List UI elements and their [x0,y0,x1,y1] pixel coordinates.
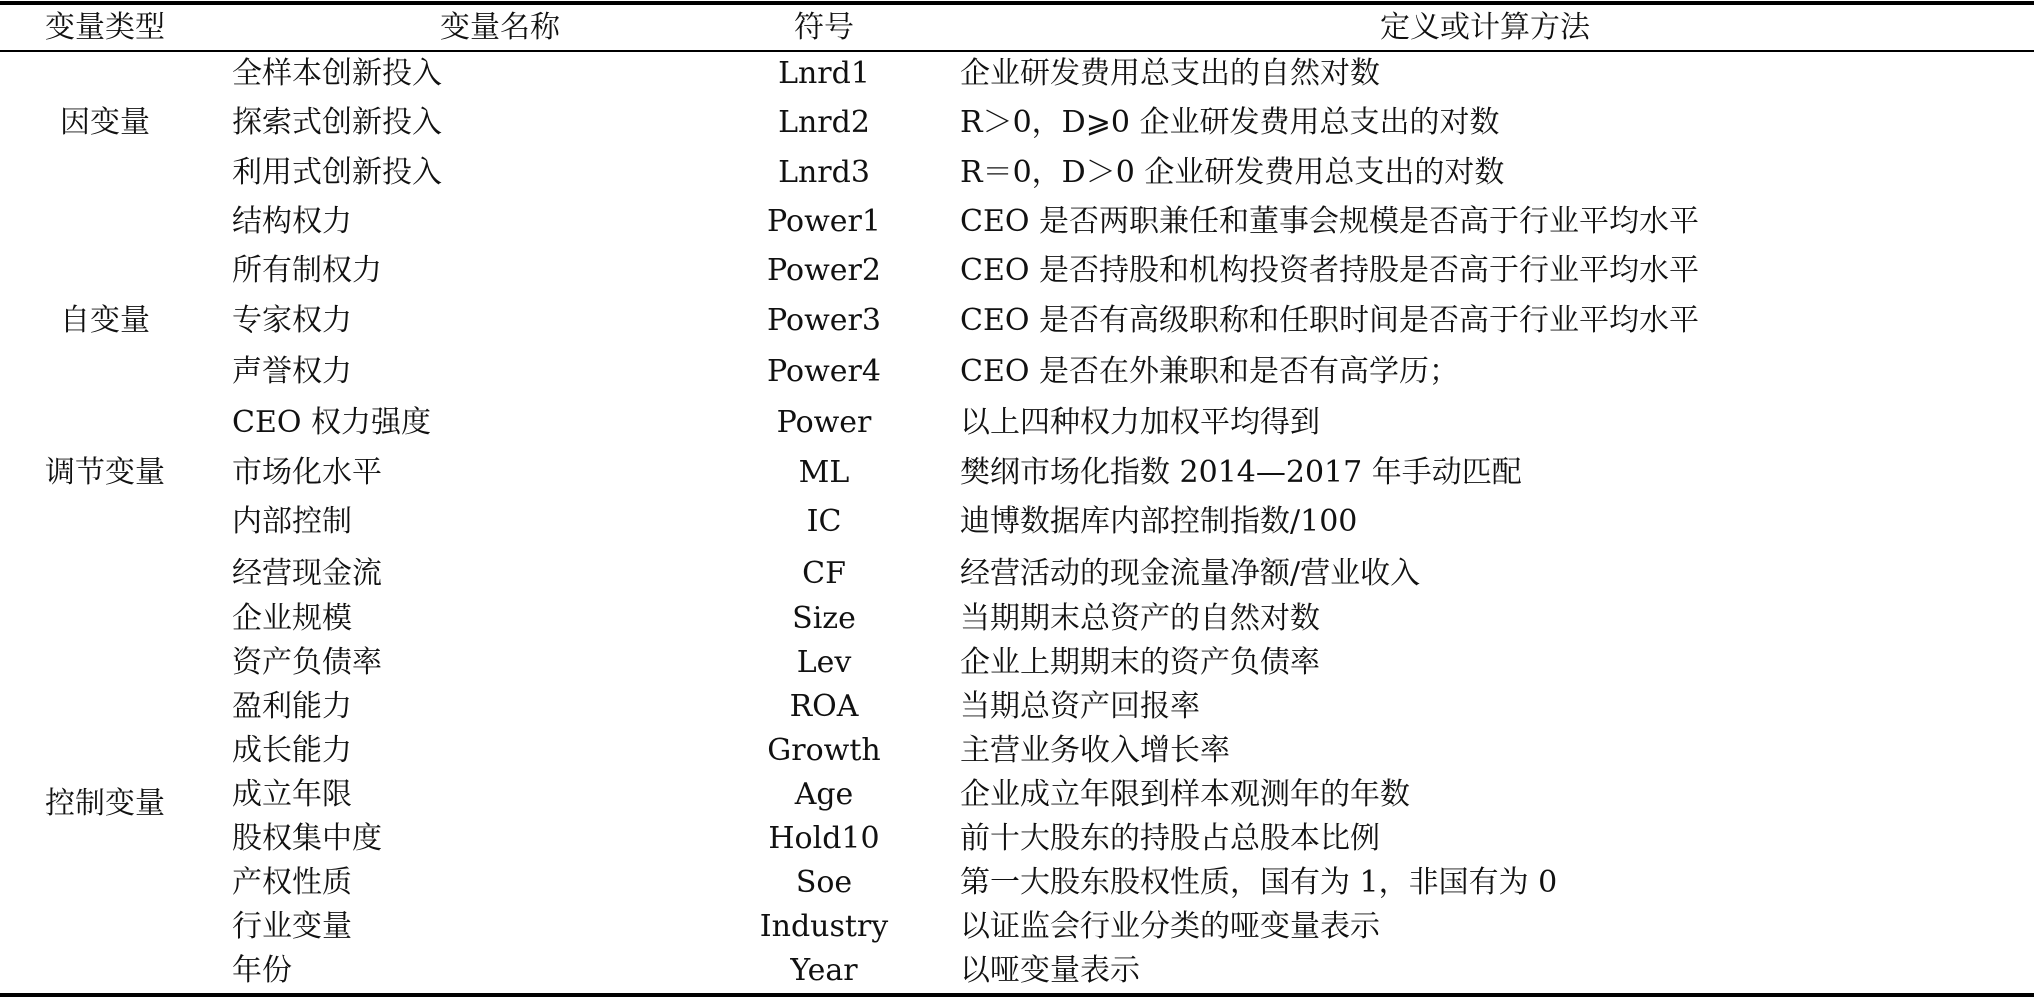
table-body [0,52,2034,992]
variable-name: 股权集中度 [232,821,382,856]
variable-name: 经营现金流 [232,556,382,591]
group-label-control: 控制变量 [45,786,165,821]
variable-definition: 主营业务收入增长率 [960,733,1230,768]
table-row [0,641,2034,685]
variable-name: 探索式创新投入 [232,105,442,140]
header-definition: 定义或计算方法 [1380,10,1590,45]
variable-name: 利用式创新投入 [232,155,442,190]
group-label-independent: 自变量 [60,303,150,338]
table-row [0,299,2034,343]
variable-symbol: Lev [796,645,852,680]
variable-name: 声誉权力 [232,354,352,389]
table-row [0,52,2034,96]
variable-symbol: Soe [795,865,853,900]
variable-definition: R＝0，D＞0 企业研发费用总支出的对数 [960,155,1505,190]
variable-definition: 当期期末总资产的自然对数 [960,601,1320,636]
variable-symbol: Power4 [767,354,881,389]
variable-symbol: Growth [767,733,881,768]
variable-name: 结构权力 [232,204,352,239]
variable-definition: R＞0，D⩾0 企业研发费用总支出的对数 [960,105,1500,140]
variable-definition: 以上四种权力加权平均得到 [960,405,1320,440]
table-row [0,597,2034,641]
table-bottom-rule [0,993,2034,997]
variable-definition: 前十大股东的持股占总股本比例 [960,821,1380,856]
variable-symbol: ML [798,455,850,490]
table-row [0,200,2034,244]
table-row [0,905,2034,949]
variable-symbol: CF [802,556,846,591]
table-row [0,861,2034,905]
variable-name: 市场化水平 [232,455,382,490]
variable-symbol: Age [794,777,854,812]
table-row [0,249,2034,293]
group-label-dependent: 因变量 [60,105,150,140]
variable-name: 产权性质 [232,865,352,900]
variable-symbol: Power2 [767,253,881,288]
variable-symbol: Lnrd1 [778,56,870,91]
header-symbol: 符号 [794,10,854,45]
variable-definition: CEO 是否有高级职称和任职时间是否高于行业平均水平 [960,303,1699,338]
table-row [0,451,2034,495]
variable-name: 全样本创新投入 [232,56,442,91]
variable-definition: 经营活动的现金流量净额/营业收入 [960,556,1421,591]
variable-definition: CEO 是否持股和机构投资者持股是否高于行业平均水平 [960,253,1699,288]
variable-definition: CEO 是否两职兼任和董事会规模是否高于行业平均水平 [960,204,1699,239]
table-row [0,151,2034,195]
variable-name: 成长能力 [232,733,352,768]
variable-name: 所有制权力 [232,253,382,288]
variable-definition: 企业成立年限到样本观测年的年数 [960,777,1410,812]
variable-definition: 樊纲市场化指数 2014—2017 年手动匹配 [960,455,1522,490]
variable-name: 资产负债率 [232,645,382,680]
variable-name: 盈利能力 [232,689,352,724]
variable-definition: 迪博数据库内部控制指数/100 [960,504,1358,539]
variable-name: 成立年限 [232,777,352,812]
variable-symbol: IC [806,504,842,539]
variable-name: 企业规模 [232,601,352,636]
variable-definition: 当期总资产回报率 [960,689,1200,724]
table-row [0,350,2034,394]
variable-definition: 以证监会行业分类的哑变量表示 [960,909,1380,944]
variable-name: 内部控制 [232,504,352,539]
variable-definition: 企业研发费用总支出的自然对数 [960,56,1380,91]
variable-definition: CEO 是否在外兼职和是否有高学历； [960,354,1459,389]
variable-symbol: Lnrd2 [778,105,870,140]
variable-name: 行业变量 [232,909,352,944]
variable-symbol: Hold10 [768,821,880,856]
variable-definition: 第一大股东股权性质，国有为 1，非国有为 0 [960,865,1558,900]
variable-symbol: Power [776,405,872,440]
variable-symbol: Lnrd3 [778,155,870,190]
table-row [0,773,2034,817]
table-row [0,685,2034,729]
table-row [0,729,2034,773]
group-label-moderator: 调节变量 [45,455,165,490]
variable-symbol: Power3 [767,303,881,338]
variable-name: CEO 权力强度 [232,405,431,440]
variable-name: 专家权力 [232,303,352,338]
table-row [0,552,2034,596]
table-header-row [0,6,2034,50]
table-row [0,401,2034,445]
variable-symbol: Year [790,953,858,988]
variable-symbol: Size [792,601,856,636]
table-row [0,500,2034,544]
variable-definition: 企业上期期末的资产负债率 [960,645,1320,680]
variable-name: 年份 [232,953,292,988]
variable-symbol: Power1 [767,204,881,239]
table-row [0,817,2034,861]
variable-symbol: ROA [789,689,859,724]
variable-symbol: Industry [759,909,889,944]
table-row [0,949,2034,993]
table-row [0,101,2034,145]
variable-definition: 以哑变量表示 [960,953,1140,988]
header-variable-type: 变量类型 [45,10,165,45]
table-top-rule [0,1,2034,5]
header-variable-name: 变量名称 [440,10,560,45]
